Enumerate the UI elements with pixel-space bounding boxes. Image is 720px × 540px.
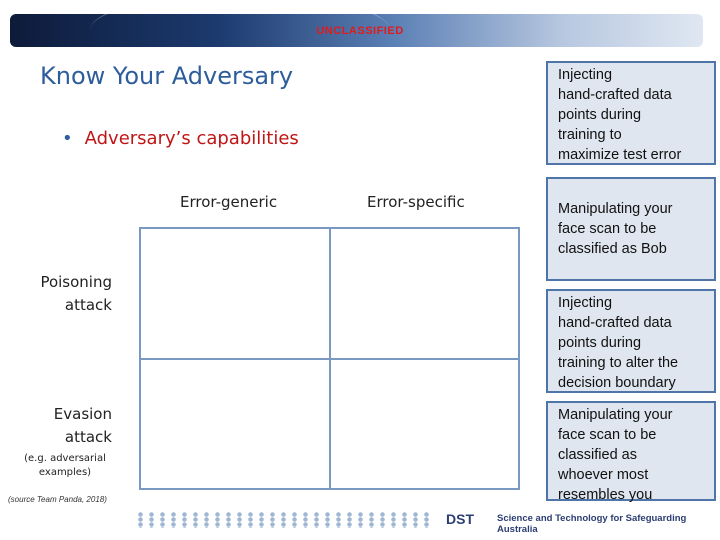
callout-line: points during xyxy=(558,107,642,123)
matrix-cell-evasion-generic xyxy=(140,359,330,490)
row-label-evasion xyxy=(20,403,112,449)
row-label-line: Poisoning xyxy=(40,273,112,291)
bullet-text: Adversary’s capabilities xyxy=(84,128,299,149)
classification-label: UNCLASSIFIED xyxy=(316,25,404,37)
callout-evasion-generic-whoever xyxy=(546,401,716,501)
footer-bar xyxy=(0,505,720,533)
callout-line: points during xyxy=(558,335,642,351)
column-header-error-generic: Error-generic xyxy=(180,193,278,211)
row-label-line: attack xyxy=(64,296,112,314)
bullet-dot-icon: • xyxy=(62,128,73,149)
organization-tagline: Science and Technology for Safeguarding Australia xyxy=(497,513,687,535)
matrix-cell-poisoning-specific xyxy=(330,228,520,359)
callout-line: training to alter the xyxy=(558,355,679,371)
callout-line: Manipulating your xyxy=(558,407,673,423)
row-label-line: attack xyxy=(64,428,112,446)
callout-line: Injecting xyxy=(558,67,613,83)
callout-evasion-specific-bob xyxy=(546,177,716,281)
column-header-error-specific: Error-specific xyxy=(367,193,465,211)
callout-line: hand-crafted data xyxy=(558,315,672,331)
dst-logo: DST xyxy=(446,511,474,527)
callout-line: classified as xyxy=(558,447,637,463)
source-citation: (source Team Panda, 2018) xyxy=(8,495,107,504)
callout-poisoning-specific xyxy=(546,289,716,393)
callout-line: face scan to be xyxy=(558,427,657,443)
capability-matrix xyxy=(139,227,520,490)
dot-pattern-decoration xyxy=(135,512,435,528)
row-note-line: examples) xyxy=(38,467,92,478)
callout-line: face scan to be xyxy=(558,221,657,237)
callout-line: hand-crafted data xyxy=(558,87,672,103)
callout-line: training to xyxy=(558,127,622,143)
callout-line: maximize test error xyxy=(558,147,682,163)
callout-line: Manipulating your xyxy=(558,201,673,217)
callout-poisoning-generic xyxy=(546,61,716,165)
row-label-line: Evasion xyxy=(53,405,112,423)
row-note-adversarial-examples xyxy=(20,452,110,480)
matrix-cell-evasion-specific xyxy=(330,359,520,490)
callout-line: resembles you xyxy=(558,487,653,503)
callout-line: whoever most xyxy=(558,467,649,483)
callout-line: classified as Bob xyxy=(558,241,667,257)
callout-line: Injecting xyxy=(558,295,613,311)
row-note-line: (e.g. adversarial xyxy=(24,453,106,464)
slide-title: Know Your Adversary xyxy=(40,62,294,90)
matrix-cell-poisoning-generic xyxy=(140,228,330,359)
bullet-item xyxy=(62,128,299,149)
callout-line: decision boundary xyxy=(558,375,676,391)
row-label-poisoning xyxy=(20,271,112,317)
